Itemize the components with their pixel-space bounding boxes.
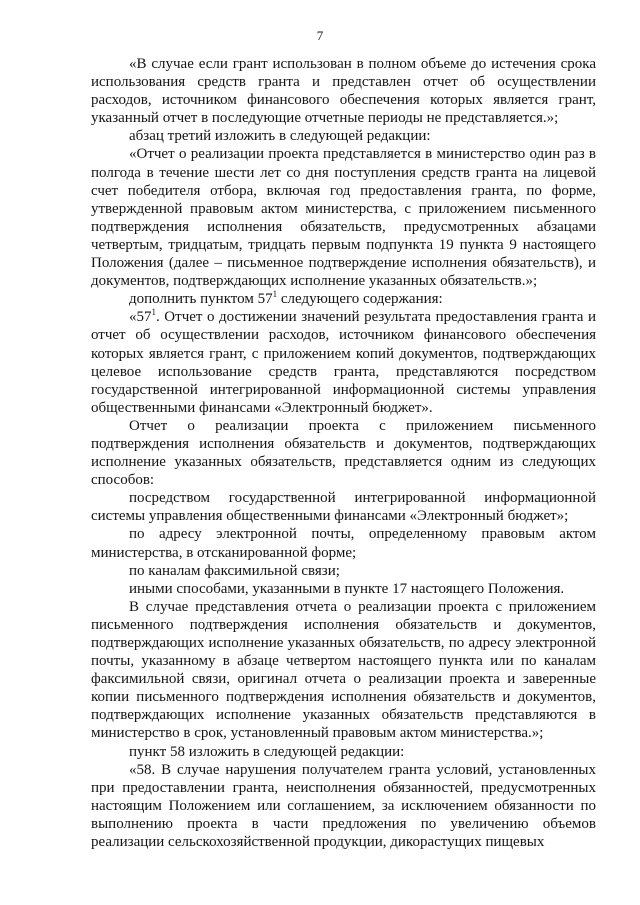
paragraph-grant-used-in-full: «В случае если грант использован в полном объеме до истечения срока использования средств гранта и представлен отчет об осуществлении расходов, источником финансового обеспечения которых является грант, указанный отчет в последующие отчетные периоды не представляется.»;	[91, 56, 596, 127]
paragraph-method-electronic-budget: посредством государственной интегрированной информационной системы управления общественными финансами «Электронный бюджет»;	[91, 490, 596, 525]
document-body	[91, 55, 596, 851]
text-fragment: следующего содержания:	[277, 291, 443, 308]
paragraph-method-other: иными способами, указанными в пункте 17 настоящего Положения.	[129, 580, 565, 597]
paragraph-add-point-57-1	[91, 290, 596, 308]
paragraph-amend-third-subparagraph: абзац третий изложить в следующей редакции:	[129, 128, 431, 145]
superscript: 1	[272, 289, 278, 300]
paragraph-amend-point-58: пункт 58 изложить в следующей редакции:	[129, 743, 405, 760]
paragraph-project-report: «Отчет о реализации проекта представляется в министерство один раз в полгода в течение шести лет со дня поступления средств гранта на лицевой счет победителя отбора, включая год предоставления гранта, по форме, утвержденной правовым актом министерства, с приложением письменного подтверждения исполнения обязательств, предусмотренных абзацами четвертым, тридцатым, тридцать первым подпункта 19 пункта 9 настоящего Положения (далее – письменное подтверждение исполнения обязательств), и документов, подтверждающих исполнение указанных обязательств.»;	[91, 146, 596, 290]
paragraph-point-57-1	[91, 308, 596, 417]
paragraph-originals-submission: В случае представления отчета о реализации проекта с приложением письменного подтверждения исполнения обязательств и документов, подтверждающих исполнение указанных обязательств, по адресу электронной почты, указанному в абзаце четвертом настоящего пункта или по каналам факсимильной связи, оригинал отчета о реализации проекта и заверенные копии письменного подтверждения исполнения обязательств и документов, подтверждающих исполнение указанных обязательств представляются в министерство в срок, установленный правовым актом министерства.»;	[91, 598, 596, 742]
text-fragment: дополнить пунктом 57	[129, 291, 273, 308]
text-fragment: . Отчет о достижении значений результата предоставления гранта и отчет об осуществлении расходов, источником финансового обеспечения которых является грант, с приложением копий документов, подтверждающих целевое использование средств гранта, представляются посредством государственной интегрированной информационной системы управления общественными финансами «Электронный бюджет».	[91, 309, 596, 416]
paragraph-report-methods: Отчет о реализации проекта с приложением письменного подтверждения исполнения обязательств и документов, подтверждающих исполнение указанных обязательств, представляется одним из следующих способов:	[91, 417, 596, 489]
paragraph-method-email: по адресу электронной почты, определенному правовым актом министерства, в отсканированной форме;	[91, 526, 596, 561]
superscript: 1	[151, 307, 156, 318]
text-fragment: «57	[129, 309, 152, 326]
paragraph-method-fax: по каналам факсимильной связи;	[129, 562, 340, 579]
paragraph-point-58: «58. В случае нарушения получателем гранта условий, установленных при предоставлении гранта, неисполнения обязанностей, предусмотренных настоящим Положением или соглашением, за исключением обязанности по выполнению проекта в части предложения по увеличению объемов реализации сельскохозяйственной продукции, дикорастущих пищевых	[91, 761, 596, 851]
page-number: 7	[316, 28, 324, 43]
